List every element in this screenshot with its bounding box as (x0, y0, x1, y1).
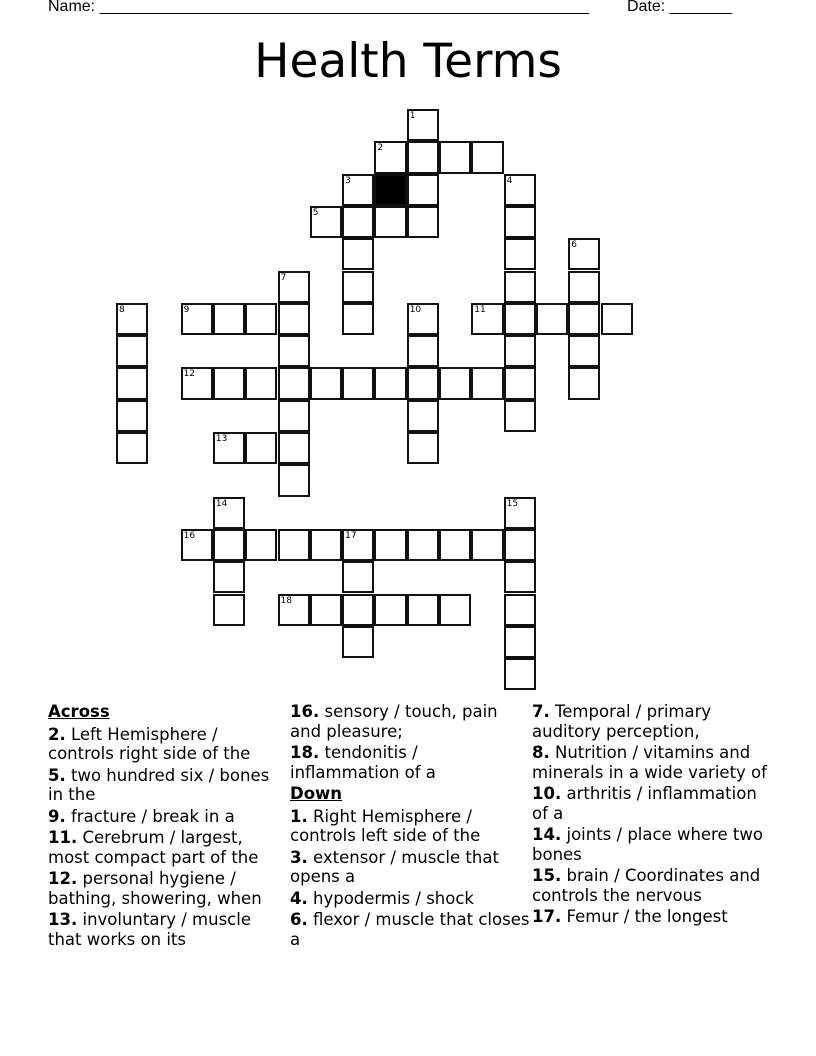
clue-item-text: personal hygiene / bathing, showering, when (48, 869, 262, 908)
grid-cell[interactable] (471, 529, 503, 561)
clue-item-number: 15. (532, 866, 562, 885)
grid-cell[interactable] (181, 529, 213, 561)
grid-cell[interactable] (213, 497, 245, 529)
grid-cell[interactable] (374, 529, 406, 561)
clue-item-text: tendonitis / inflammation of a (290, 743, 436, 782)
clue-item (290, 807, 530, 846)
grid-cell[interactable] (116, 367, 148, 399)
grid-cell[interactable] (278, 303, 310, 335)
clue-number: 6 (571, 240, 577, 251)
grid-cell[interactable] (568, 335, 600, 367)
name-field-label: Name: _______________________________________________________ (48, 0, 589, 15)
clue-item-number: 12. (48, 869, 78, 888)
black-cell (374, 174, 406, 206)
clue-item (290, 743, 530, 782)
grid-cell[interactable] (407, 432, 439, 464)
clue-item (48, 807, 288, 827)
clue-item-number: 9. (48, 806, 66, 826)
clue-number: 4 (506, 175, 513, 186)
grid-cell[interactable] (504, 400, 536, 432)
clue-item-number: 14. (532, 825, 562, 844)
grid-cell[interactable] (568, 367, 600, 399)
clue-item-number: 11. (48, 828, 78, 847)
grid-cell[interactable] (374, 594, 406, 626)
across-clue-list-continued (290, 702, 530, 782)
grid-cell[interactable] (245, 367, 277, 399)
grid-cell[interactable] (278, 271, 310, 303)
grid-cell[interactable] (407, 141, 439, 173)
grid-cell[interactable] (471, 303, 503, 335)
grid-cell[interactable] (374, 141, 406, 173)
grid-cell[interactable] (181, 367, 213, 399)
clue-item (48, 725, 288, 764)
clue-item (532, 866, 772, 905)
grid-cell[interactable] (374, 367, 406, 399)
grid-cell[interactable] (245, 529, 277, 561)
grid-cell[interactable] (407, 400, 439, 432)
grid-cell[interactable] (181, 303, 213, 335)
grid-cell[interactable] (245, 432, 277, 464)
clue-number: 15 (506, 498, 519, 509)
clue-item (532, 825, 772, 864)
clues-column-2 (290, 702, 530, 951)
clue-item-text: brain / Coordinates and controls the nervous (532, 866, 761, 905)
clue-item-text: Left Hemisphere / controls right side of the (48, 724, 251, 763)
clue-item (48, 828, 288, 867)
clue-item-number: 7. (532, 702, 550, 721)
grid-cell[interactable] (407, 335, 439, 367)
clue-item-number: 17. (532, 907, 562, 926)
grid-cell[interactable] (342, 238, 374, 270)
grid-cell[interactable] (116, 303, 148, 335)
grid-cell[interactable] (407, 206, 439, 238)
grid-cell[interactable] (278, 367, 310, 399)
grid-cell[interactable] (471, 367, 503, 399)
clue-item-text: Cerebrum / largest, most compact part of the (48, 828, 259, 867)
grid-cell[interactable] (439, 529, 471, 561)
clue-item-text: fracture / break in a (65, 806, 235, 826)
clue-item-text: Temporal / primary auditory perception, (532, 702, 712, 741)
clue-item (48, 869, 288, 908)
clue-number: 11 (474, 304, 486, 315)
grid-cell[interactable] (342, 174, 374, 206)
grid-cell[interactable] (213, 529, 245, 561)
clue-item-text: Right Hemisphere / controls left side of the (290, 806, 481, 845)
clue-item-number: 16. (290, 702, 320, 721)
clue-item-number: 3. (290, 847, 308, 867)
clue-number: 13 (215, 434, 228, 444)
clue-item (290, 910, 530, 949)
clue-item (290, 848, 530, 887)
across-clue-list (48, 725, 288, 950)
clue-item-number: 2. (48, 724, 66, 744)
grid-cell[interactable] (601, 303, 633, 335)
down-clue-list (290, 807, 530, 950)
clue-item-text: involuntary / muscle that works on its (48, 910, 251, 949)
grid-cell[interactable] (342, 561, 374, 593)
grid-cell[interactable] (213, 432, 245, 464)
clue-number: 9 (183, 304, 190, 315)
clue-item (532, 784, 772, 823)
clue-item-number: 4. (290, 888, 308, 908)
grid-cell[interactable] (278, 529, 310, 561)
grid-cell[interactable] (342, 594, 374, 626)
grid-cell[interactable] (504, 271, 536, 303)
clue-item-text: hypodermis / shock (307, 888, 474, 908)
clue-item-text: extensor / muscle that opens a (290, 847, 499, 886)
clue-number: 17 (345, 530, 357, 541)
clue-number: 18 (280, 595, 292, 606)
grid-cell[interactable] (342, 367, 374, 399)
grid-cell[interactable] (116, 400, 148, 432)
grid-cell[interactable] (342, 529, 374, 561)
grid-cell[interactable] (213, 367, 245, 399)
clue-number: 16 (183, 530, 196, 541)
grid-cell[interactable] (504, 497, 536, 529)
grid-cell[interactable] (504, 238, 536, 270)
grid-cell[interactable] (407, 174, 439, 206)
grid-cell[interactable] (278, 432, 310, 464)
grid-cell[interactable] (504, 367, 536, 399)
clue-item-text: flexor / muscle that closes a (290, 910, 530, 949)
grid-cell[interactable] (342, 271, 374, 303)
clue-item-text: two hundred six / bones in the (48, 765, 270, 804)
clue-item-number: 8. (532, 743, 550, 762)
grid-cell[interactable] (213, 303, 245, 335)
grid-cell[interactable] (278, 335, 310, 367)
grid-cell[interactable] (407, 367, 439, 399)
grid-cell[interactable] (407, 594, 439, 626)
clue-item-text: Femur / the longest (561, 907, 728, 926)
grid-cell[interactable] (342, 303, 374, 335)
clues-column-3 (532, 702, 772, 929)
clue-item (48, 910, 288, 949)
page-title: Health Terms (254, 34, 562, 89)
clue-item-number: 10. (532, 784, 562, 803)
clue-item-text: arthritis / inflammation of a (532, 784, 757, 823)
clue-item (48, 766, 288, 805)
grid-cell[interactable] (568, 303, 600, 335)
grid-cell[interactable] (310, 206, 342, 238)
grid-cell[interactable] (374, 206, 406, 238)
clue-item-text: Nutrition / vitamins and minerals in a wide variety of (532, 743, 767, 782)
grid-cell[interactable] (407, 303, 439, 335)
clue-item (532, 702, 772, 741)
grid-cell[interactable] (439, 594, 471, 626)
clue-number: 7 (280, 272, 287, 283)
clue-number: 8 (119, 304, 125, 315)
clue-item-number: 1. (290, 806, 308, 826)
grid-cell[interactable] (116, 432, 148, 464)
clue-item-number: 13. (48, 910, 78, 929)
grid-cell[interactable] (439, 367, 471, 399)
grid-cell[interactable] (504, 335, 536, 367)
grid-cell[interactable] (504, 206, 536, 238)
grid-cell[interactable] (407, 109, 439, 141)
clue-item (290, 702, 530, 741)
clue-number: 14 (215, 498, 228, 509)
clue-number: 1 (409, 111, 416, 121)
down-clue-list-continued (532, 702, 772, 927)
clue-item-number: 18. (290, 743, 320, 762)
grid-cell[interactable] (504, 658, 536, 690)
grid-cell[interactable] (213, 561, 245, 593)
grid-cell[interactable] (471, 141, 503, 173)
clue-item-number: 5. (48, 765, 66, 785)
grid-cell[interactable] (504, 626, 536, 658)
grid-cell[interactable] (504, 561, 536, 593)
grid-cell[interactable] (504, 174, 536, 206)
grid-cell[interactable] (439, 141, 471, 173)
clue-number: 5 (312, 207, 319, 218)
grid-cell[interactable] (504, 594, 536, 626)
grid-cell[interactable] (407, 529, 439, 561)
date-field-label: Date: _______ (627, 0, 732, 15)
grid-cell[interactable] (116, 335, 148, 367)
clue-item (290, 889, 530, 909)
across-heading: Across (48, 702, 110, 721)
grid-cell[interactable] (536, 303, 568, 335)
grid-cell[interactable] (568, 238, 600, 270)
grid-cell[interactable] (245, 303, 277, 335)
down-heading: Down (290, 784, 343, 803)
clue-item (532, 743, 772, 782)
grid-cell[interactable] (213, 594, 245, 626)
grid-cell[interactable] (310, 529, 342, 561)
clue-item (532, 907, 772, 927)
clues-column-1 (48, 702, 288, 951)
grid-cell[interactable] (310, 367, 342, 399)
clue-number: 12 (183, 369, 196, 380)
grid-cell[interactable] (504, 529, 536, 561)
grid-cell[interactable] (278, 594, 310, 626)
grid-cell[interactable] (568, 271, 600, 303)
grid-cell[interactable] (342, 626, 374, 658)
grid-cell[interactable] (278, 464, 310, 496)
grid-cell[interactable] (342, 206, 374, 238)
clue-number: 10 (409, 304, 422, 315)
grid-cell[interactable] (504, 303, 536, 335)
grid-cell[interactable] (310, 594, 342, 626)
clue-item-text: joints / place where two bones (532, 825, 763, 864)
clue-number: 2 (377, 143, 384, 154)
clue-item-text: sensory / touch, pain and pleasure; (290, 702, 498, 741)
clue-number: 3 (345, 175, 351, 186)
grid-cell[interactable] (278, 400, 310, 432)
clue-item-number: 6. (290, 910, 308, 929)
